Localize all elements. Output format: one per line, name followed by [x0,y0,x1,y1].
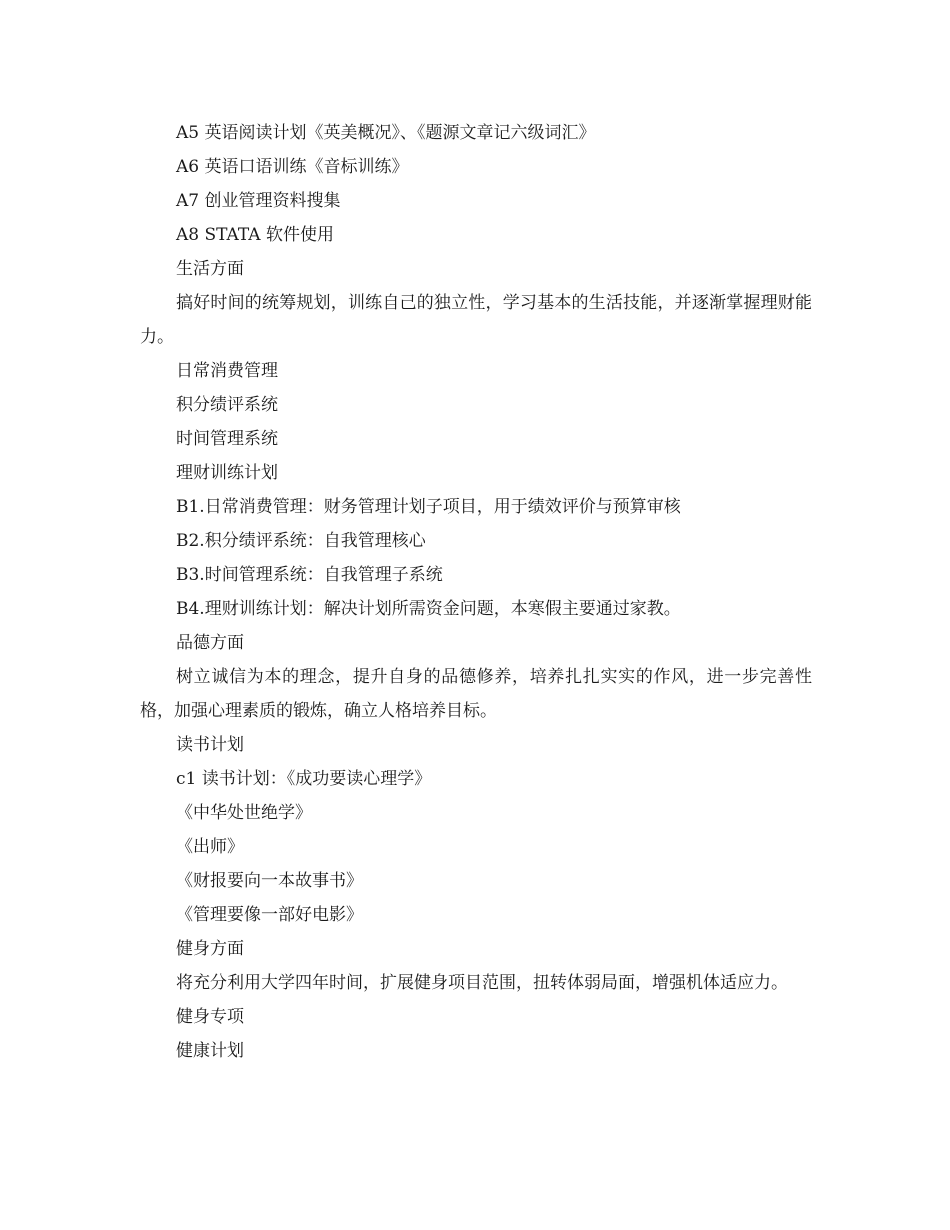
item-reading-plan: 读书计划 [176,735,244,755]
item-b4: B4.理财训练计划：解决计划所需资金问题，本寒假主要通过家教。 [176,599,681,619]
item-b2: B2.积分绩评系统：自我管理核心 [176,531,426,551]
item-time-system: 时间管理系统 [176,429,278,449]
item-book-5: 《管理要像一部好电影》 [176,905,363,925]
item-a8: A8 STATA 软件使用 [176,225,334,245]
item-b3: B3.时间管理系统：自我管理子系统 [176,565,443,585]
document-body [140,116,812,1068]
item-c1: c1 读书计划：《成功要读心理学》 [176,769,432,789]
paragraph-morality: 树立诚信为本的理念，提升自身的品德修养，培养扎扎实实的作风，进一步完善性格，加强心理素质的锻炼，确立人格培养目标。 [140,667,812,721]
paragraph-life: 搞好时间的统筹规划，训练自己的独立性，学习基本的生活技能，并逐渐掌握理财能力。 [140,293,812,347]
item-book-4: 《财报要向一本故事书》 [176,871,363,891]
section-heading-life: 生活方面 [176,259,244,279]
item-book-2: 《中华处世绝学》 [176,803,312,823]
item-daily-consumption: 日常消费管理 [176,361,278,381]
item-points-system: 积分绩评系统 [176,395,278,415]
paragraph-fitness: 将充分利用大学四年时间，扩展健身项目范围，扭转体弱局面，增强机体适应力。 [176,973,788,993]
section-heading-fitness: 健身方面 [176,939,244,959]
item-b1: B1.日常消费管理：财务管理计划子项目，用于绩效评价与预算审核 [176,497,681,517]
item-health-plan: 健康计划 [176,1041,244,1061]
item-fitness-special: 健身专项 [176,1007,244,1027]
item-finance-plan: 理财训练计划 [176,463,278,483]
item-book-3: 《出师》 [176,837,244,857]
section-heading-morality: 品德方面 [176,633,244,653]
item-a6: A6 英语口语训练《音标训练》 [176,157,409,177]
item-a7: A7 创业管理资料搜集 [176,191,341,211]
item-a5: A5 英语阅读计划《英美概况》、《题源文章记六级词汇》 [176,123,596,143]
